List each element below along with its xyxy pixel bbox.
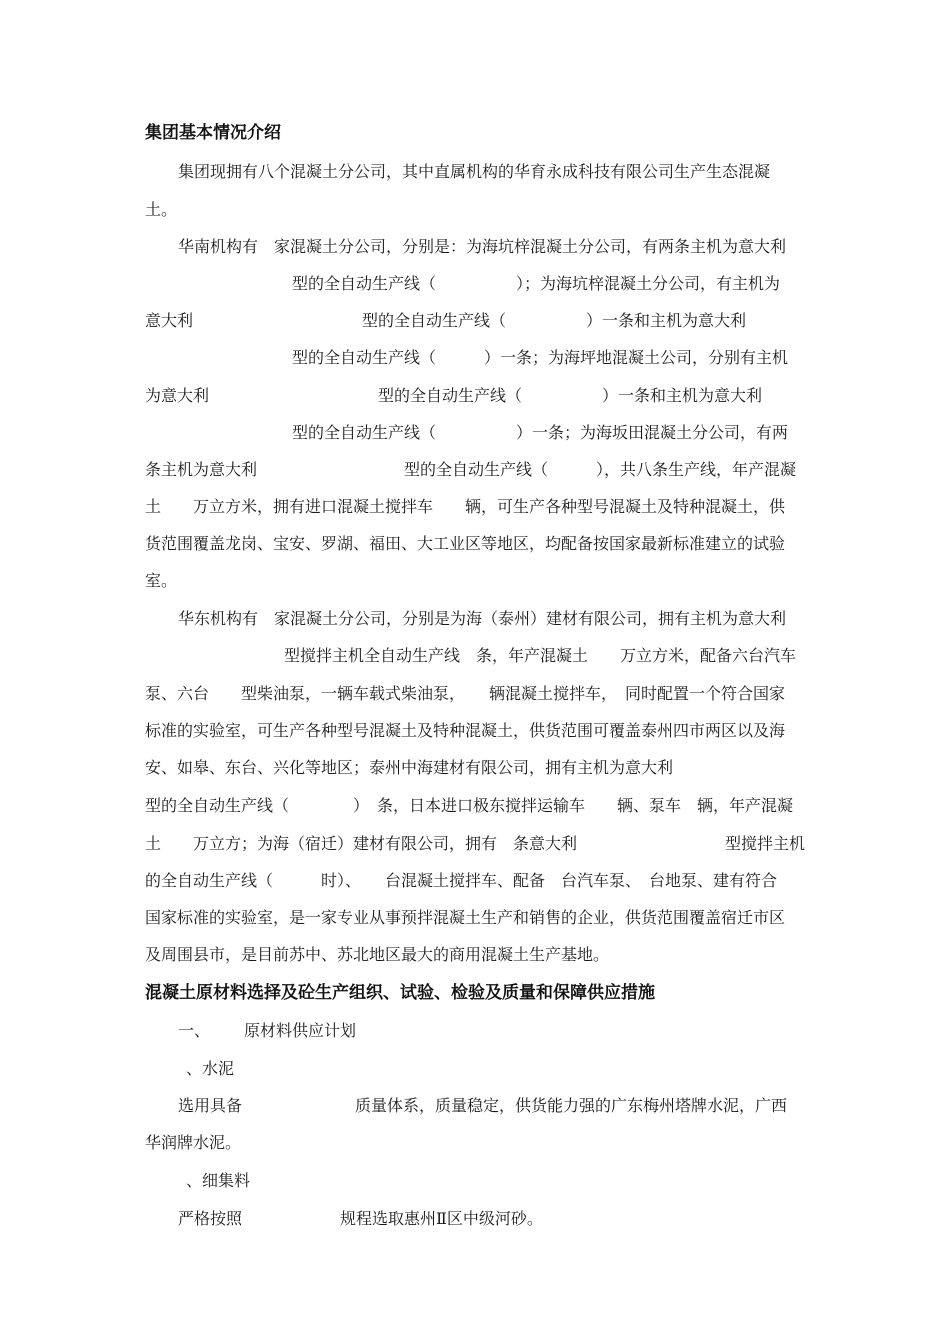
p3-line-8: 的全自动生产线（ 时）、 台混凝土搅拌车、配备 台汽车泵、 台地泵、建有符合 [145,871,778,890]
p3-line-3: 泵、六台 型柴油泵，一辆车载式柴油泵， 辆混凝土搅拌车， 同时配置一个符合国家 [145,684,786,703]
p3-line-5: 安、如皋、东台、兴化等地区；泰州中海建材有限公司，拥有主机为意大利 [145,758,674,777]
p2-line-3a: 意大利 [145,311,194,330]
section-1-number: 一、 [178,1021,211,1040]
p4-line-1a: 选用具备 [178,1096,243,1115]
p1-line-2: 土。 [145,200,178,219]
p3-line-2: 型搅拌主机全自动生产线 条，年产混凝土 万立方米，配备六台汽车 [284,646,797,665]
heading-group-intro: 集团基本情况介绍 [145,123,281,143]
p4-line-1b: 质量体系，质量稳定，供货能力强的广东梅州塔牌水泥，广西 [355,1096,788,1115]
p2-line-6: 型的全自动生产线（ ）一条；为海坂田混凝土分公司，有两 [292,423,789,442]
p3-line-6: 型的全自动生产线（ ） 条，日本进口极东搅拌运输车 辆、泵车 辆，年产混凝 [145,796,794,815]
p2-line-5a: 为意大利 [145,386,210,405]
p5-line-1b: 规程选取惠州Ⅱ区中级河砂。 [340,1209,543,1228]
p5-line-1a: 严格按照 [178,1209,243,1228]
item-cement-title: 、水泥 [186,1059,235,1078]
section-1-title: 原材料供应计划 [244,1021,357,1040]
item-fine-aggregate-title: 、细集料 [186,1171,251,1190]
p2-line-10: 室。 [145,571,178,590]
p3-line-7a: 土 万立方；为海（宿迁）建材有限公司，拥有 条意大利 [145,834,578,853]
p3-line-9: 国家标准的实验室，是一家专业从事预拌混凝土生产和销售的企业，供货范围覆盖宿迁市区 [145,908,786,927]
p2-line-4: 型的全自动生产线（ ）一条；为海坪地混凝土公司，分别有主机 [292,348,789,367]
p2-line-2: 型的全自动生产线（ ）；为海坑梓混凝土分公司，有主机为 [292,274,781,293]
p3-line-10: 及周围县市，是目前苏中、苏北地区最大的商用混凝土生产基地。 [145,945,610,964]
p3-line-7b: 型搅拌主机 [725,834,806,853]
p2-line-8: 土 万立方米，拥有进口混凝土搅拌车 辆，可生产各种型号混凝土及特种混凝土，供 [145,497,786,516]
p2-line-5b: 型的全自动生产线（ ）一条和主机为意大利 [378,386,763,405]
p3-line-4: 标准的实验室，可生产各种型号混凝土及特种混凝土，供货范围可覆盖泰州四市两区以及海 [145,721,786,740]
p1-line-1: 集团现拥有八个混凝土分公司，其中直属机构的华育永成科技有限公司生产生态混凝 [178,162,771,181]
p2-line-1: 华南机构有 家混凝土分公司，分别是：为海坑梓混凝土分公司，有两条主机为意大利 [178,237,787,256]
p4-line-2: 华润牌水泥。 [145,1133,242,1152]
p3-line-1: 华东机构有 家混凝土分公司，分别是为海（泰州）建材有限公司，拥有主机为意大利 [178,609,787,628]
p2-line-9: 货范围覆盖龙岗、宝安、罗湖、福田、大工业区等地区，均配备按国家最新标准建立的试验 [145,534,786,553]
heading-materials: 混凝土原材料选择及砼生产组织、试验、检验及质量和保障供应措施 [145,983,655,1003]
p2-line-7b: 型的全自动生产线（ ），共八条生产线，年产混凝 [404,460,797,479]
p2-line-3b: 型的全自动生产线（ ）一条和主机为意大利 [362,311,747,330]
p2-line-7a: 条主机为意大利 [145,460,258,479]
